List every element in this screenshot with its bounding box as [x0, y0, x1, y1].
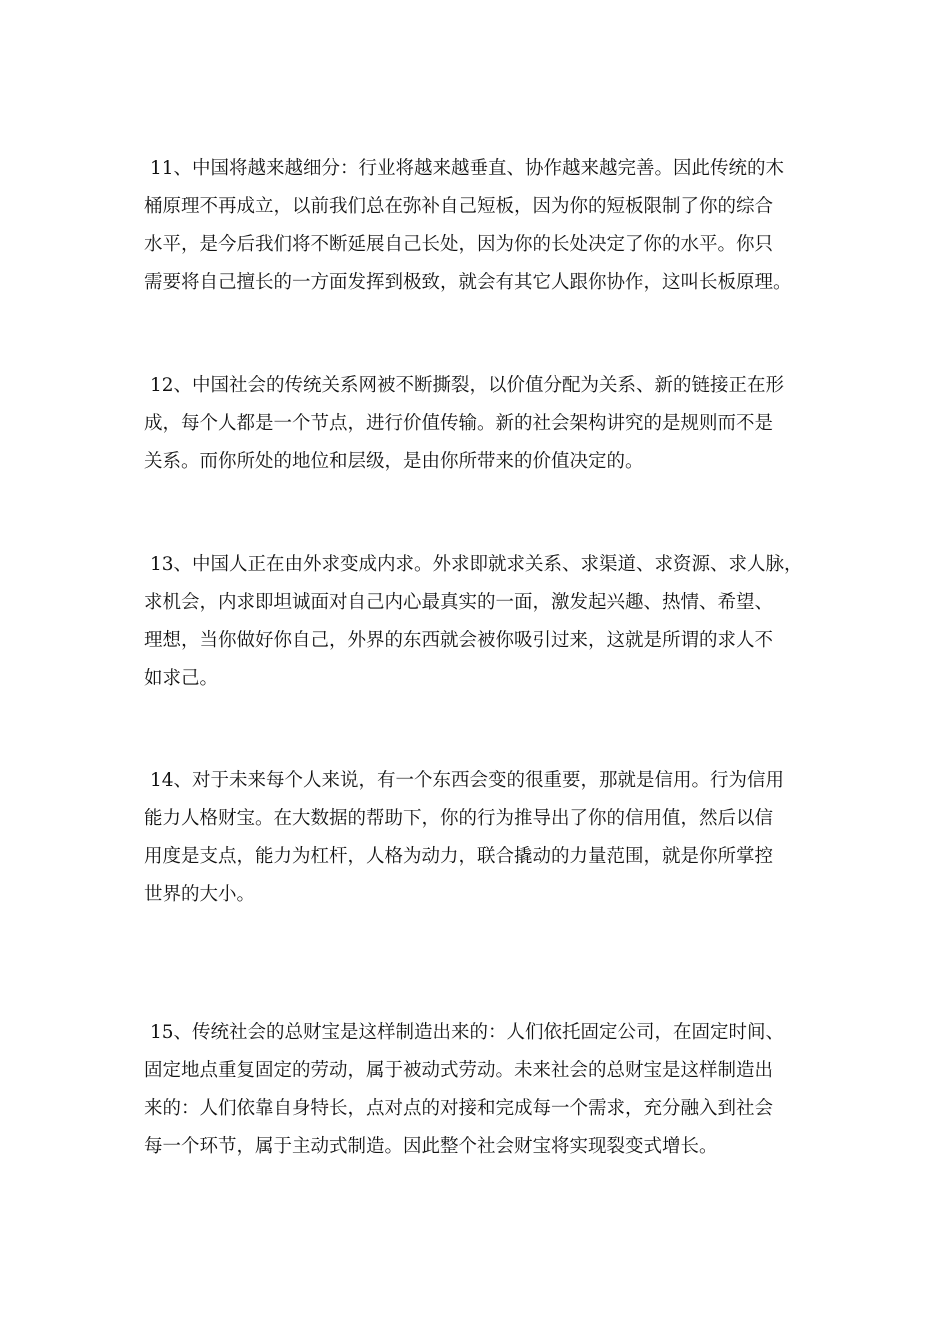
paragraph-line: 关系。而你所处的地位和层级，是由你所带来的价值决定的。 [144, 451, 644, 472]
paragraph-line: 用度是支点，能力为杠杆，人格为动力，联合撬动的力量范围，就是你所掌控 [144, 846, 774, 867]
paragraph-line: 固定地点重复固定的劳动，属于被动式劳动。未来社会的总财宝是这样制造出 [144, 1060, 774, 1081]
paragraph-line: 来的：人们依靠自身特长，点对点的对接和完成每一个需求，充分融入到社会 [144, 1098, 774, 1119]
paragraph-line: 每一个环节，属于主动式制造。因此整个社会财宝将实现裂变式增长。 [144, 1136, 718, 1157]
paragraph-line: 水平，是今后我们将不断延展自己长处，因为你的长处决定了你的水平。你只 [144, 234, 774, 255]
paragraph-14 [144, 762, 824, 914]
paragraph-line: 能力人格财宝。在大数据的帮助下，你的行为推导出了你的信用值，然后以信 [144, 808, 774, 829]
paragraph-line: 需要将自己擅长的一方面发挥到极致，就会有其它人跟你协作，这叫长板原理。 [144, 272, 792, 293]
paragraph-line: 14、对于未来每个人来说，有一个东西会变的很重要，那就是信用。行为信用 [150, 770, 785, 791]
paragraph-line: 成，每个人都是一个节点，进行价值传输。新的社会架构讲究的是规则而不是 [144, 413, 774, 434]
paragraph-line: 桶原理不再成立，以前我们总在弥补自己短板，因为你的短板限制了你的综合 [144, 196, 774, 217]
paragraph-line: 如求己。 [144, 668, 219, 689]
paragraph-line: 求机会，内求即坦诚面对自己内心最真实的一面，激发起兴趣、热情、希望、 [144, 592, 774, 613]
paragraph-line: 理想，当你做好你自己，外界的东西就会被你吸引过来，这就是所谓的求人不 [144, 630, 774, 651]
paragraph-line: 15、传统社会的总财宝是这样制造出来的：人们依托固定公司，在固定时间、 [150, 1022, 785, 1043]
paragraph-11 [144, 150, 824, 302]
paragraph-12 [144, 367, 824, 481]
paragraph-line: 12、中国社会的传统关系网被不断撕裂，以价值分配为关系、新的链接正在形 [150, 375, 785, 396]
paragraph-13 [144, 546, 824, 698]
paragraph-line: 11、中国将越来越细分：行业将越来越垂直、协作越来越完善。因此传统的木 [150, 158, 785, 179]
paragraph-line: 世界的大小。 [144, 884, 256, 905]
paragraph-15 [144, 1014, 824, 1166]
paragraph-line: 13、中国人正在由外求变成内求。外求即就求关系、求渠道、求资源、求人脉， [150, 554, 803, 575]
